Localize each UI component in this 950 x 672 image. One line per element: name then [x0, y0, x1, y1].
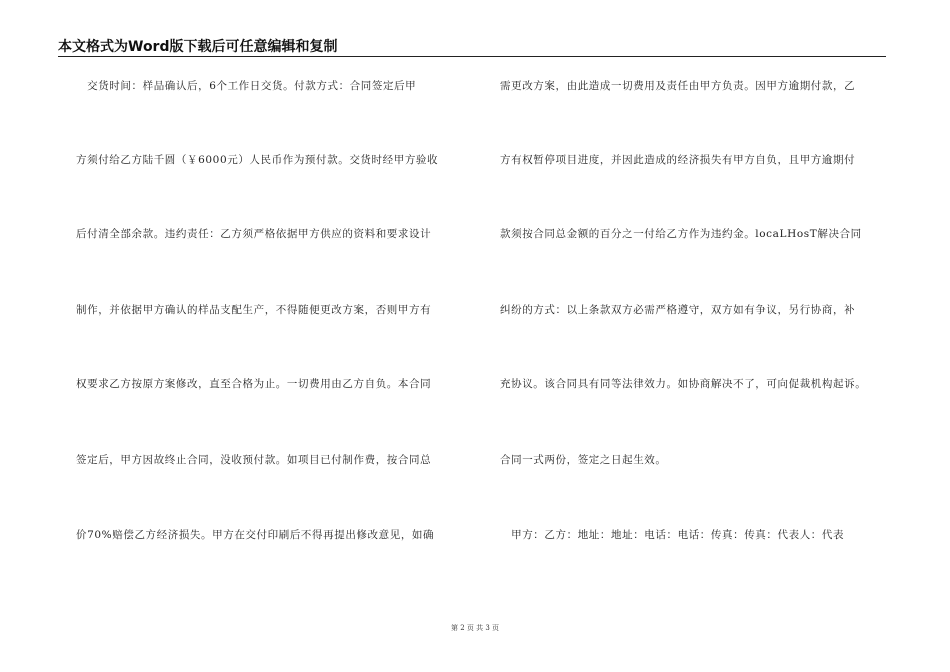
text-line: 款须按合同总金额的百分之一付给乙方作为违约金。locaLHosT解决合同 [500, 228, 862, 240]
text-line: 签定后，甲方因故终止合同，没收预付款。如项目已付制作费，按合同总 [76, 454, 432, 466]
text-line: 纠纷的方式：以上条款双方必需严格遵守，双方如有争议，另行协商，补 [500, 304, 856, 316]
text-line: 价70%赔偿乙方经济损失。甲方在交付印刷后不得再提出修改意见，如确 [76, 529, 435, 541]
text-line: 交货时间：样品确认后，6个工作日交货。付款方式：合同签定后甲 [76, 80, 417, 92]
text-line: 充协议。该合同具有同等法律效力。如协商解决不了，可向促裁机构起诉。 [500, 378, 867, 390]
text-line: 需更改方案，由此造成一切费用及责任由甲方负责。因甲方逾期付款，乙 [500, 80, 856, 92]
text-line: 后付清全部余款。违约责任：乙方须严格依据甲方供应的资料和要求设计 [76, 228, 432, 240]
header-title: 本文格式为Word版下载后可任意编辑和复制 [58, 39, 338, 55]
page-number: 第 2 页 共 3 页 [450, 624, 500, 632]
text-line: 制作，并依据甲方确认的样品支配生产，不得随便更改方案，否则甲方有 [76, 304, 432, 316]
text-line: 权要求乙方按原方案修改，直至合格为止。一切费用由乙方自负。本合同 [76, 378, 432, 390]
text-line: 方须付给乙方陆千圆（￥6000元）人民币作为预付款。交货时经甲方验收 [76, 154, 439, 166]
text-line: 甲方：乙方：地址：地址：电话：电话：传真：传真：代表人：代表 [500, 529, 845, 541]
page-header [58, 34, 886, 57]
text-line: 方有权暂停项目进度，并因此造成的经济损失有甲方自负，且甲方逾期付 [500, 154, 856, 166]
text-line: 合同一式两份，签定之日起生效。 [500, 454, 667, 466]
